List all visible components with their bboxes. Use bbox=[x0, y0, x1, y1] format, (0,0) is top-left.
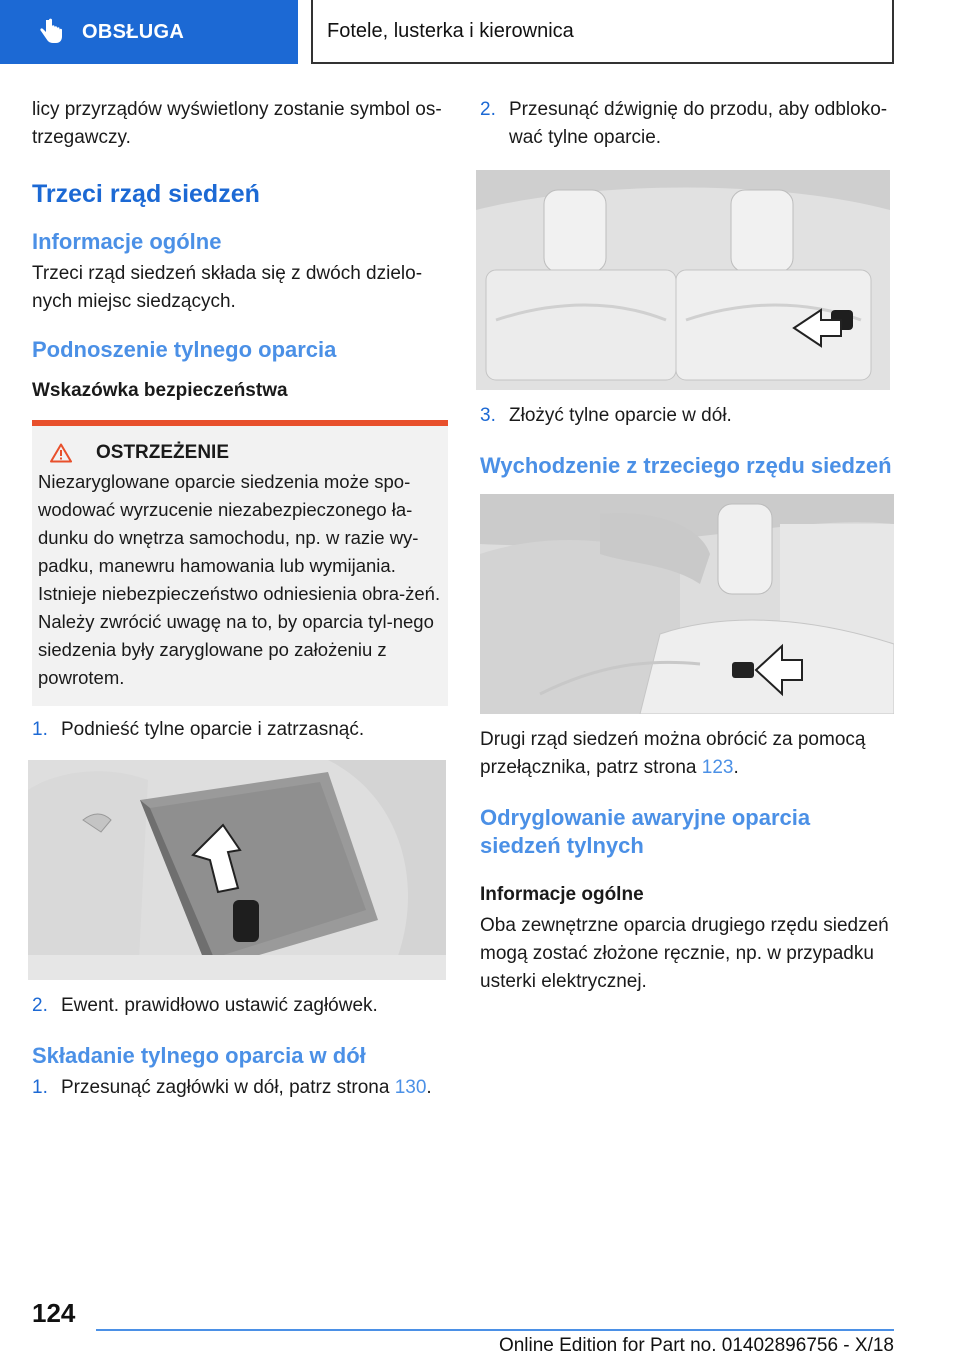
exit-paragraph bbox=[480, 726, 896, 782]
fold-step-3 bbox=[480, 402, 896, 430]
edition-note: Online Edition for Part no. 01402896756 - X/18 bbox=[498, 1335, 894, 1356]
step-number: 1. bbox=[32, 719, 48, 740]
seat-lever-image bbox=[476, 170, 890, 390]
subsection-general: Informacje ogólne bbox=[32, 229, 222, 254]
subsection-fold: Składanie tylnego oparcia w dół bbox=[32, 1043, 366, 1068]
section-label: OBSŁUGA bbox=[82, 20, 185, 43]
section-title: Trzeci rząd siedzeń bbox=[32, 180, 260, 208]
subsection-exit: Wychodzenie z trzeciego rzędu siedzeń bbox=[480, 453, 892, 478]
emergency-paragraph: Oba zewnętrzne oparcia drugiego rzędu siedzeń mogą zostać złożone ręcznie, np. w przypadku usterki elektrycznej. bbox=[480, 915, 889, 992]
warning-text: Niezaryglowane oparcie siedzenia może spo-wodować wyrzucenie niezabezpieczonego ła-dunku do wnętrza samochodu, np. w razie wy-padku, manewru hamowania lub wymijania. Istnieje niebezpieczeństwo odniesienia obra-żeń. Należy zwrócić uwagę na to, by oparcia tyl-nego siedzenia były zaryglowane po założeniu z powrotem. bbox=[38, 471, 441, 688]
step-text: Podnieść tylne oparcie i zatrzasnąć. bbox=[61, 719, 365, 740]
page-link-123[interactable]: 123 bbox=[701, 757, 734, 778]
footer-rule bbox=[96, 1329, 894, 1331]
emergency-general-heading: Informacje ogólne bbox=[480, 884, 644, 905]
subsection-raise: Podnoszenie tylnego oparcia bbox=[32, 337, 337, 362]
warning-triangle-icon bbox=[50, 443, 72, 463]
left-column bbox=[32, 96, 448, 1102]
fold-step-2 bbox=[480, 96, 896, 152]
general-paragraph: Trzeci rząd siedzeń składa się z dwóch dzielo-nych miejsc siedzących. bbox=[32, 263, 423, 312]
step-text: Przesunąć dźwignię do przodu, aby odbloko-wać tylne oparcie. bbox=[509, 99, 888, 148]
hand-pointer-icon bbox=[36, 17, 66, 47]
page-number: 124 bbox=[32, 1298, 76, 1328]
rear-seats-illustration bbox=[476, 170, 890, 390]
step-text-tail: . bbox=[426, 1077, 432, 1098]
step-text: Złożyć tylne oparcie w dół. bbox=[509, 405, 732, 426]
warning-title bbox=[38, 442, 442, 464]
fold-step-1 bbox=[32, 1074, 448, 1102]
step-number: 2. bbox=[480, 99, 496, 120]
exit-text-tail: . bbox=[733, 757, 739, 778]
intro-paragraph: licy przyrządów wyświetlony zostanie symbol os-trzegawczy. bbox=[32, 99, 442, 148]
right-column bbox=[480, 96, 896, 996]
second-row-illustration bbox=[480, 494, 894, 714]
step-number: 1. bbox=[32, 1077, 48, 1098]
exit-text: Drugi rząd siedzeń można obrócić za pomocą przełącznika, patrz strona bbox=[480, 729, 866, 778]
safety-heading: Wskazówka bezpieczeństwa bbox=[32, 380, 288, 401]
seat-backrest-illustration bbox=[28, 760, 446, 980]
warning-box bbox=[32, 420, 448, 706]
chapter-title: Fotele, lusterka i kierownica bbox=[327, 19, 574, 42]
step-text: Ewent. prawidłowo ustawić zagłówek. bbox=[61, 995, 378, 1016]
subsection-emergency: Odryglowanie awaryjne oparcia siedzeń tylnych bbox=[480, 805, 811, 858]
step-text bbox=[61, 1074, 432, 1102]
step-number: 2. bbox=[32, 995, 48, 1016]
raise-step-1 bbox=[32, 716, 448, 744]
raise-step-2 bbox=[32, 992, 448, 1020]
second-row-switch-image bbox=[480, 494, 894, 714]
step-number: 3. bbox=[480, 405, 496, 426]
step-text-main: Przesunąć zagłówki w dół, patrz strona bbox=[61, 1077, 395, 1098]
chapter-header bbox=[311, 0, 894, 64]
section-tab bbox=[0, 0, 298, 64]
seat-backrest-raise-image bbox=[28, 760, 446, 980]
warning-title-text: OSTRZEŻENIE bbox=[96, 442, 230, 463]
page-link-130[interactable]: 130 bbox=[394, 1077, 427, 1098]
